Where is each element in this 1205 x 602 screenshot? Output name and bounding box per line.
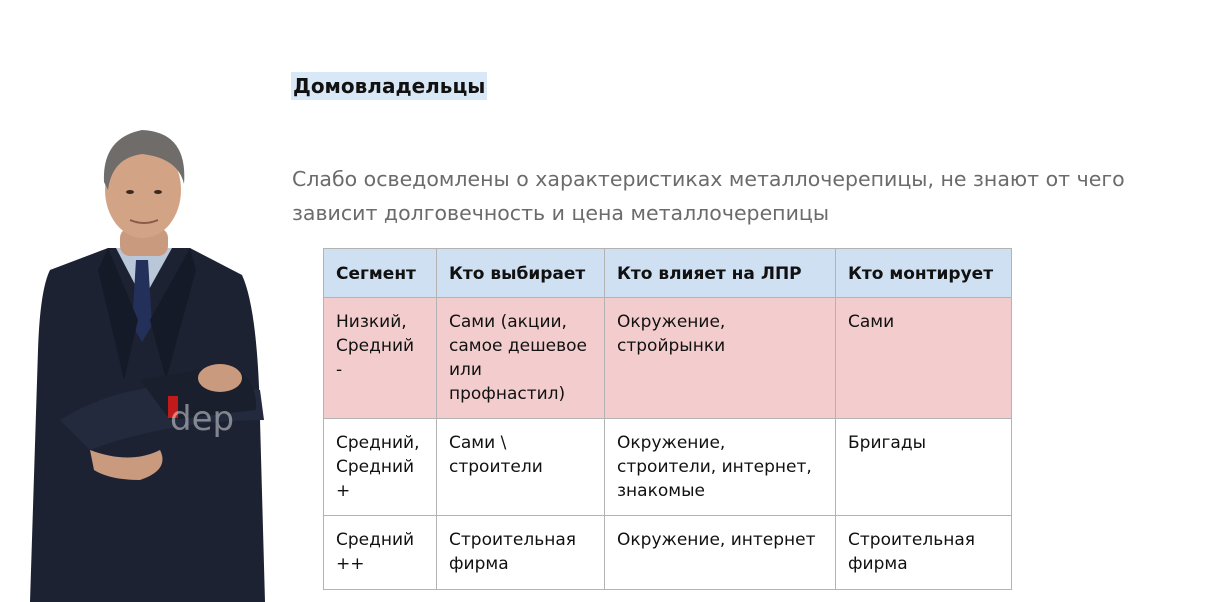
table-row xyxy=(324,516,1012,590)
table-cell: Средний, Средний + xyxy=(324,419,437,516)
watermark-text: dep xyxy=(170,399,235,439)
table-cell: Бригады xyxy=(836,419,1012,516)
table-cell: Сами xyxy=(836,298,1012,419)
table-cell: Окружение, интернет xyxy=(605,516,836,590)
header-cell: Сегмент xyxy=(324,249,437,298)
table-cell: Окружение, стройрынки xyxy=(605,298,836,419)
segments-table xyxy=(323,248,1012,590)
header-cell: Кто выбирает xyxy=(437,249,605,298)
table-cell: Сами \ строители xyxy=(437,419,605,516)
table-cell: Строительная фирма xyxy=(437,516,605,590)
table-header-row xyxy=(324,249,1012,298)
header-cell: Кто влияет на ЛПР xyxy=(605,249,836,298)
table-cell: Окружение, строители, интернет, знакомые xyxy=(605,419,836,516)
table-row xyxy=(324,298,1012,419)
businessman-photo xyxy=(20,120,275,602)
subtitle-text: Слабо осведомлены о характеристиках металлочерепицы, не знают от чего зависит долговечность и цена металлочерепицы xyxy=(292,167,1125,225)
table-cell: Средний ++ xyxy=(324,516,437,590)
table-cell: Сами (акции, самое дешевое или профнастил) xyxy=(437,298,605,419)
table-row xyxy=(324,419,1012,516)
table-cell: Низкий, Средний - xyxy=(324,298,437,419)
header-cell: Кто монтирует xyxy=(836,249,1012,298)
table-cell: Строительная фирма xyxy=(836,516,1012,590)
page-title: Домовладельцы xyxy=(293,74,486,98)
